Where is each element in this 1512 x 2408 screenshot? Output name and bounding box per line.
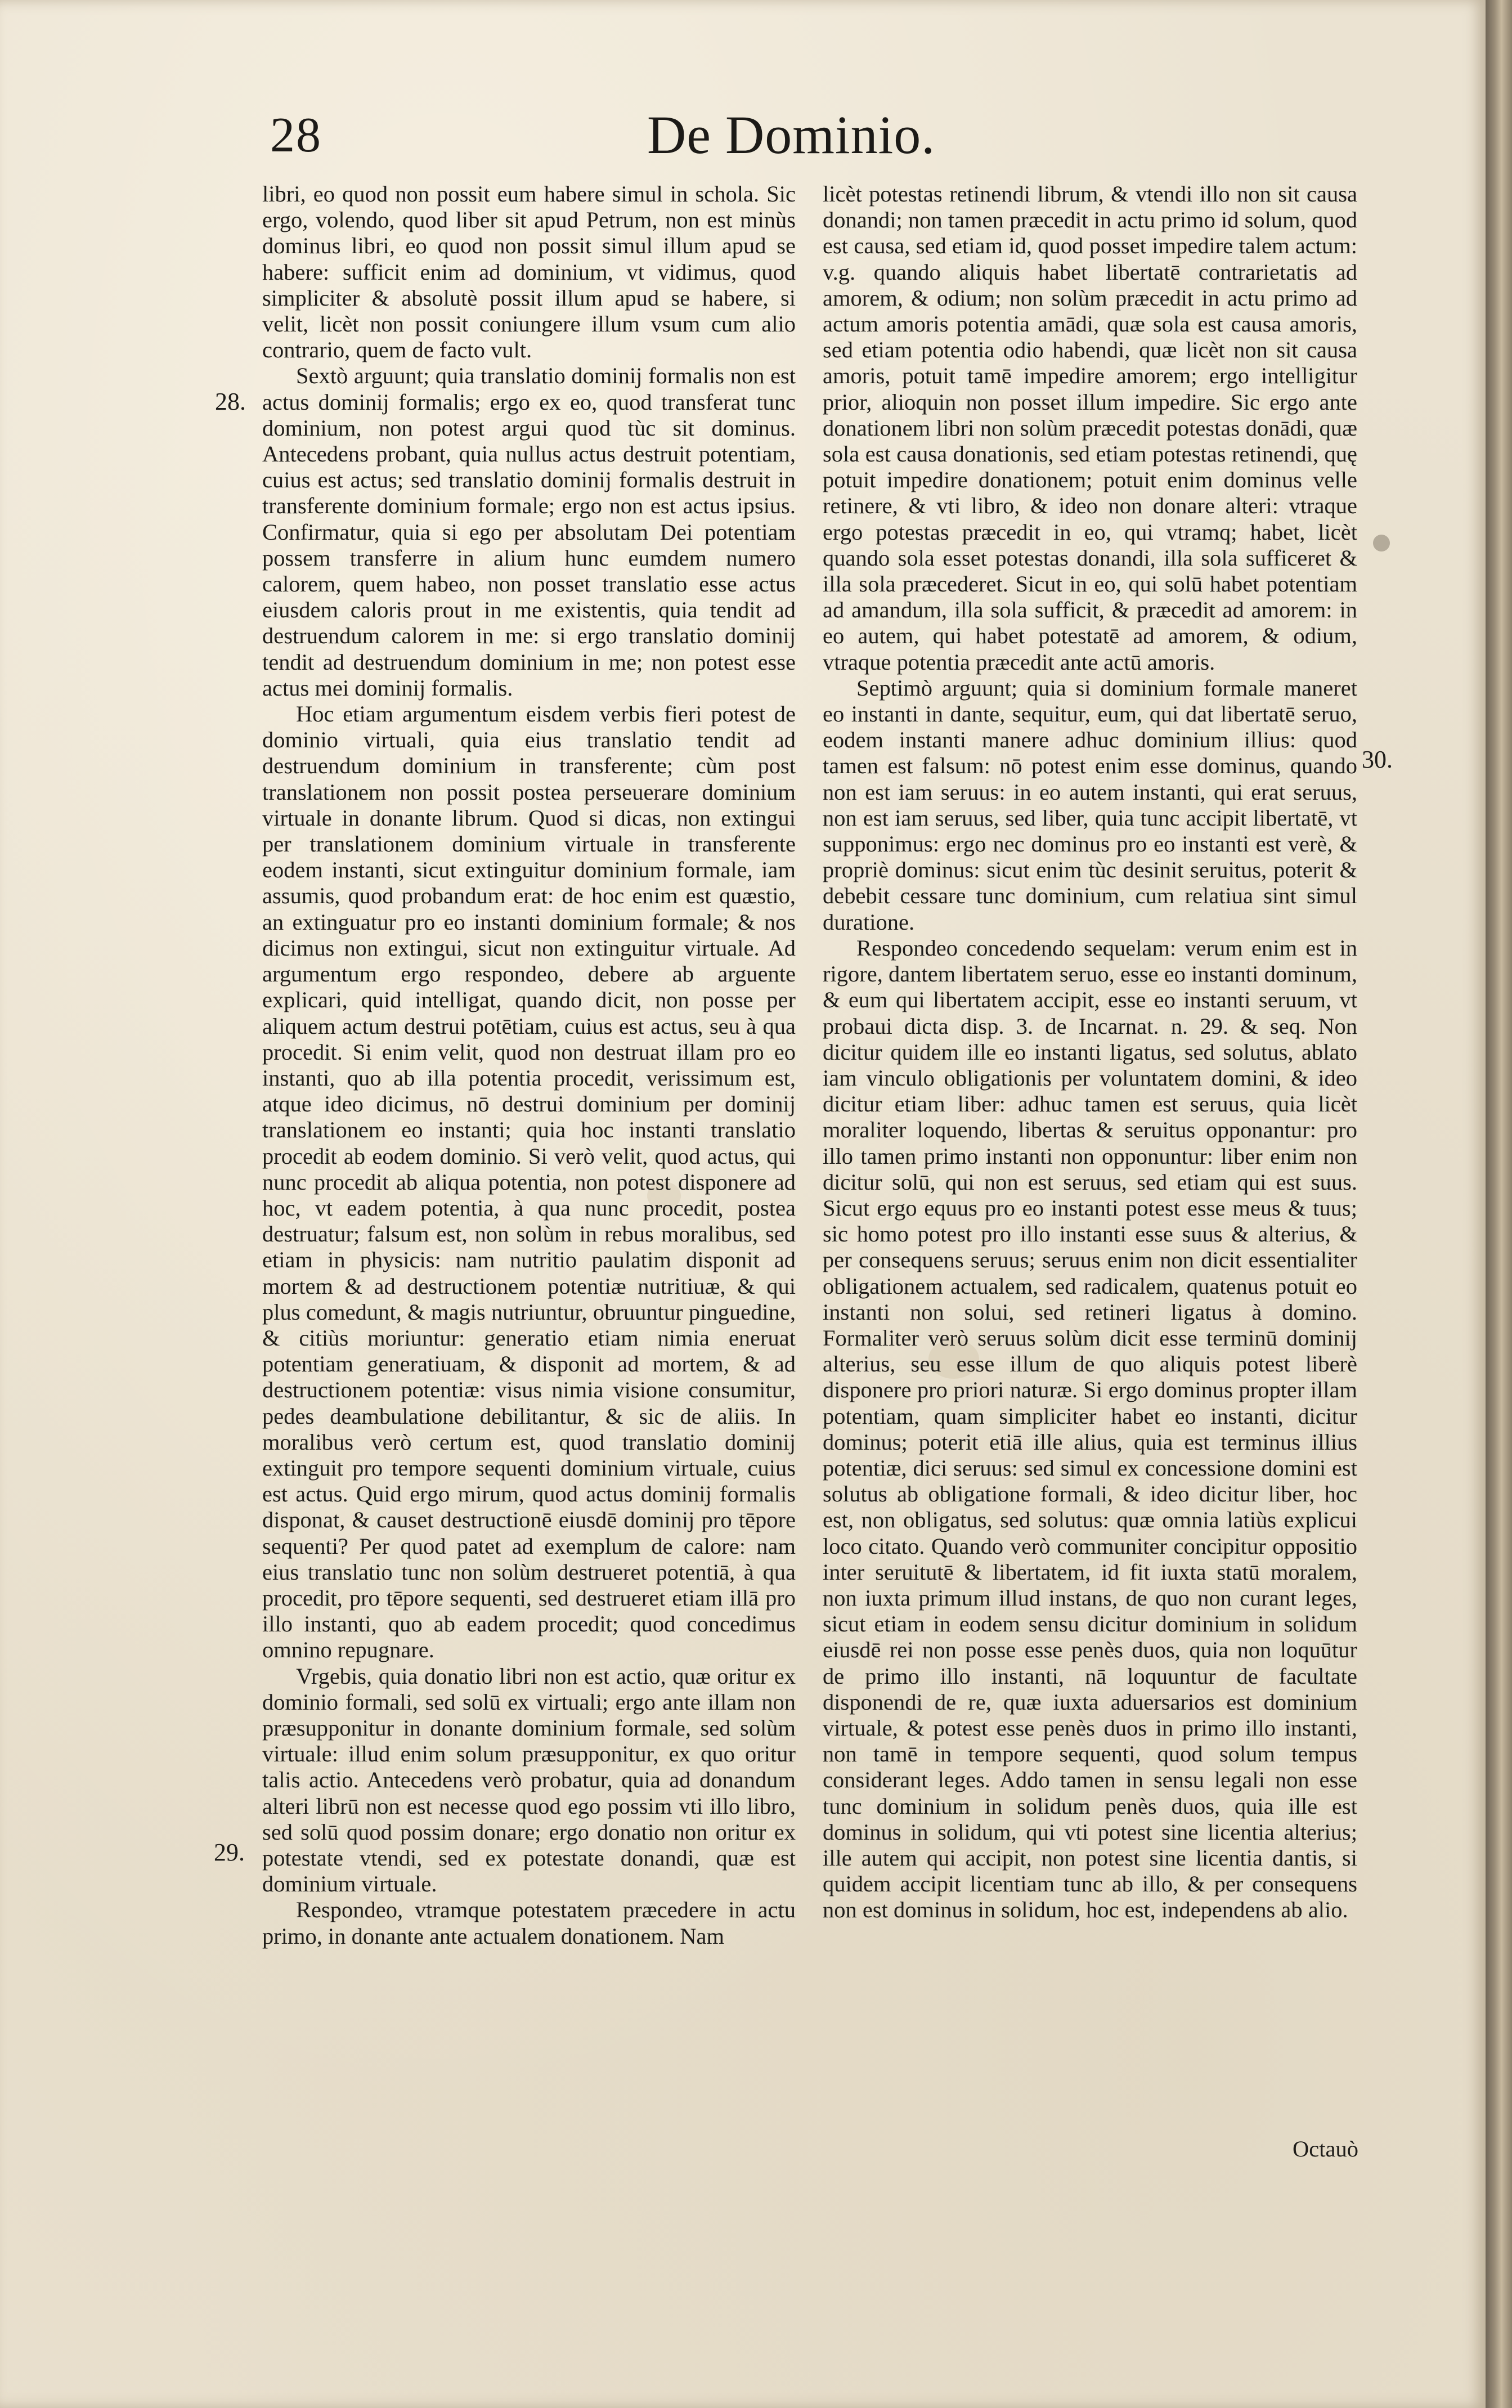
margin-number-28: 28. — [215, 388, 246, 415]
paragraph: Vrgebis, quia donatio libri non est actio, quæ oritur ex dominio formali, sed solū ex virtuali; ergo ante illam non præsupponitur in donante dominium formale, sed solùm virtuale: illud enim solum præsupponitur, ex quo oritur talis actio. Antecedens verò probatur, quia ad donandum alteri librū non est necesse quod ego possim vti illo libro, sed solū quod possim donare; ergo donatio non oritur ex potestate vtendi, sed ex potestate donandi, quæ est dominium virtuale. — [262, 1663, 796, 1897]
page-number: 28 — [270, 108, 322, 163]
paper-spot — [1373, 535, 1390, 551]
paragraph: Sextò arguunt; quia translatio dominij formalis non est actus dominij formalis; ergo ex eo, quod transferat tunc dominium, non potest argui quod tùc sit dominus. Antecedens probant, quia nullus actus destruit potentiam, cuius est actus; sed translatio dominij formalis destruit in transferente dominium formale; ergo non est actus ipsius. Confirmatur, quia si ego per absolutam Dei potentiam possem transferre in alium hunc eumdem numero calorem, quem habeo, non posset translatio esse actus eiusdem caloris prout in me existentis, quia tendit ad destruendum calorem in me: si ergo translatio dominij tendit ad destruendum dominium in me; non potest esse actus mei dominij formalis. — [262, 363, 796, 701]
running-title: De Dominio. — [647, 105, 936, 165]
paragraph: licèt potestas retinendi librum, & vtendi illo non sit causa donandi; non tamen præcedit in actu primo id solum, quod est causa, sed etiam id, quod posset impedire talem actum: v.g. quando aliquis habet libertatē contrarietatis ad amorem, & odium; non solùm præcedit in actu primo ad actum amoris potentia amādi, quæ sola est causa amoris, sed etiam potentia odio habendi, quæ licèt non sit causa amoris, potuit tamē impedire amorem; ergo intelligitur prior, alioquin non posset illum impedire. Sic ergo ante donationem libri non solùm præcedit potestas donādi, quæ sola est causa donationis, sed etiam potestas retinendi, quę potuit impedire donationem; potuit enim dominus velle retinere, & vti libro, & ideo non donare alteri: vtraque ergo potestas præcedit in eo, qui vtramq; habet, licèt quando sola esset potestas donandi, illa sola sufficeret & illa sola præcederet. Sicut in eo, qui solū habet potentiam ad amandum, illa sola sufficit, & præcedit ad amorem: in eo autem, qui habet potestatē ad amorem, & odium, vtraque potentia præcedit ante actū amoris. — [823, 181, 1357, 675]
right-column — [823, 181, 1357, 1923]
left-column — [262, 181, 796, 1949]
paragraph: Hoc etiam argumentum eisdem verbis fieri potest de dominio virtuali, quia eius translatio tendit ad destruendum dominium in transferente; cùm post translationem non possit postea perseuerare dominium virtuale in donante librum. Quod si dicas, non extingui per translationem dominium virtuale in transferente eodem instanti, sicut extinguitur dominium formale, iam assumis, quod probandum erat: de hoc enim est quæstio, an extinguatur pro eo instanti dominium formale; & nos dicimus non extingui, sicut non extinguitur virtuale. Ad argumentum ergo respondeo, debere ab arguente explicari, quid intelligat, quando dicit, non posse per aliquem actum destrui potētiam, cuius est actus, seu à qua procedit. Si enim velit, quod non destruat illam pro eo instanti, quo ab illa potentia procedit, verissimum est, atque ideo dicimus, nō destrui dominium per dominij translationem eo instanti; quia hoc instanti translatio procedit ab eodem dominio. Si verò velit, quod actus, qui nunc procedit ab aliqua potentia, non potest disponere ad hoc, vt eadem potentia, à qua nunc procedit, postea destruatur; falsum est, non solùm in rebus moralibus, sed etiam in physicis: nam nutritio paulatim disponit ad mortem & ad destructionem potentiæ nutritiuæ, & qui plus comedunt, & magis nutriuntur, obruuntur pinguedine, & citiùs moriuntur: generatio etiam nimia eneruat potentiam generatiuam, & disponit ad mortem, & ad destructionem potentiæ: visus nimia visione consumitur, pedes deambulatione debilitantur, & sic de aliis. In moralibus verò certum est, quod translatio dominij extinguit pro tempore sequenti dominium virtuale, cuius est actus. Quid ergo mirum, quod actus dominij formalis disponat, & causet destructionē eiusdē dominij pro tēpore sequenti? Per quod patet ad exemplum de calore: nam eius translatio tunc non solùm destrueret potentiā, à qua procedit, pro tēpore sequenti, sed destrueret etiam illā pro illo instanti, quo ab eadem procedit; quod concedimus omnino repugnare. — [262, 701, 796, 1663]
paragraph: Septimò arguunt; quia si dominium formale maneret eo instanti in dante, sequitur, eum, qui dat libertatē seruo, eodem instanti manere adhuc dominium illius: quod tamen est falsum: nō potest enim esse dominus, quando non est iam seruus: in eo autem instanti, qui erat seruus, non est iam seruus, sed liber, quia tunc accipit libertatē, vt supponimus: ergo nec dominus pro eo instanti est verè, & propriè dominus: sicut enim tùc desinit seruitus, poterit & debebit cessare tunc dominium, cum relatiua sint simul duratione. — [823, 675, 1357, 935]
paragraph: Respondeo concedendo sequelam: verum enim est in rigore, dantem libertatem seruo, esse eo instanti dominum, & eum qui libertatem accipit, esse eo instanti seruum, vt probaui dicta disp. 3. de Incarnat. n. 29. & seq. Non dicitur quidem ille eo instanti ligatus, sed solutus, ablato iam vinculo obligationis per voluntatem domini, & ideo dicitur etiam liber: adhuc tamen est seruus, quia licèt moraliter loquendo, libertas & seruitus opponantur: pro illo tamen primo instanti non opponuntur: liber enim non dicitur solū, qui non est seruus, sed etiam qui est suus. Sicut ergo equus pro eo instanti potest esse meus & tuus; sic homo potest pro illo instanti esse suus & alterius, & per consequens seruus; seruus enim non dicit essentialiter obligationem actualem, sed radicalem, quatenus potuit eo instanti non solui, sed retineri ligatus à domino. Formaliter verò seruus solùm dicit esse terminū dominij alterius, seu esse illum de quo aliquis potest liberè disponere pro priori naturæ. Si ergo dominus propter illam potentiam, quam simpliciter habet eo instanti, dicitur dominus; poterit etiā ille alius, quia est terminus illius potentiæ, dici seruus: sed simul ex concessione domini est solutus ab obligatione formali, & ideo dicitur liber, hoc est, non obligatus, sed solutus: quæ omnia latiùs explicui loco citato. Quando verò communiter concipitur oppositio inter seruitutē & libertatem, id fit iuxta statū moralem, non iuxta primum illud instans, de quo non curant leges, sicut etiam in eodem sensu dicitur dominium in solidum eiusdē rei non posse esse penès duos, quia non loquūtur de primo illo instanti, nā loquuntur de facultate disponendi de re, quæ iuxta aduersarios est dominium virtuale, & potest esse penès duos in primo illo instanti, non tamē in tempore sequenti, quod solum tempus considerant leges. Addo tamen in sensu legali non esse tunc dominium in solidum penès duos, quia ille est dominus in solidum, qui vti potest sine licentia alterius; ille autem qui accipit, non potest sine licentia dantis, si quidem accipit licentiam tunc ab illo, & per consequens non est dominus in solidum, hoc est, independens ab alio. — [823, 935, 1357, 1923]
margin-number-30: 30. — [1362, 746, 1393, 773]
paragraph: libri, eo quod non possit eum habere simul in schola. Sic ergo, volendo, quod liber sit apud Petrum, non est minùs dominus libri, eo quod non possit simul illum apud se habere: sufficit enim ad dominium, vt vidimus, quod simpliciter & absolutè possit illum apud se habere, si velit, licèt non possit coniungere illum vsum cum alio contrario, quem de facto vult. — [262, 181, 796, 363]
catchword: Octauò — [1293, 2136, 1358, 2162]
margin-number-29: 29. — [214, 1838, 245, 1866]
paragraph: Respondeo, vtramque potestatem præcedere in actu primo, in donante ante actualem donationem. Nam — [262, 1897, 796, 1949]
book-gutter — [1486, 0, 1512, 2408]
